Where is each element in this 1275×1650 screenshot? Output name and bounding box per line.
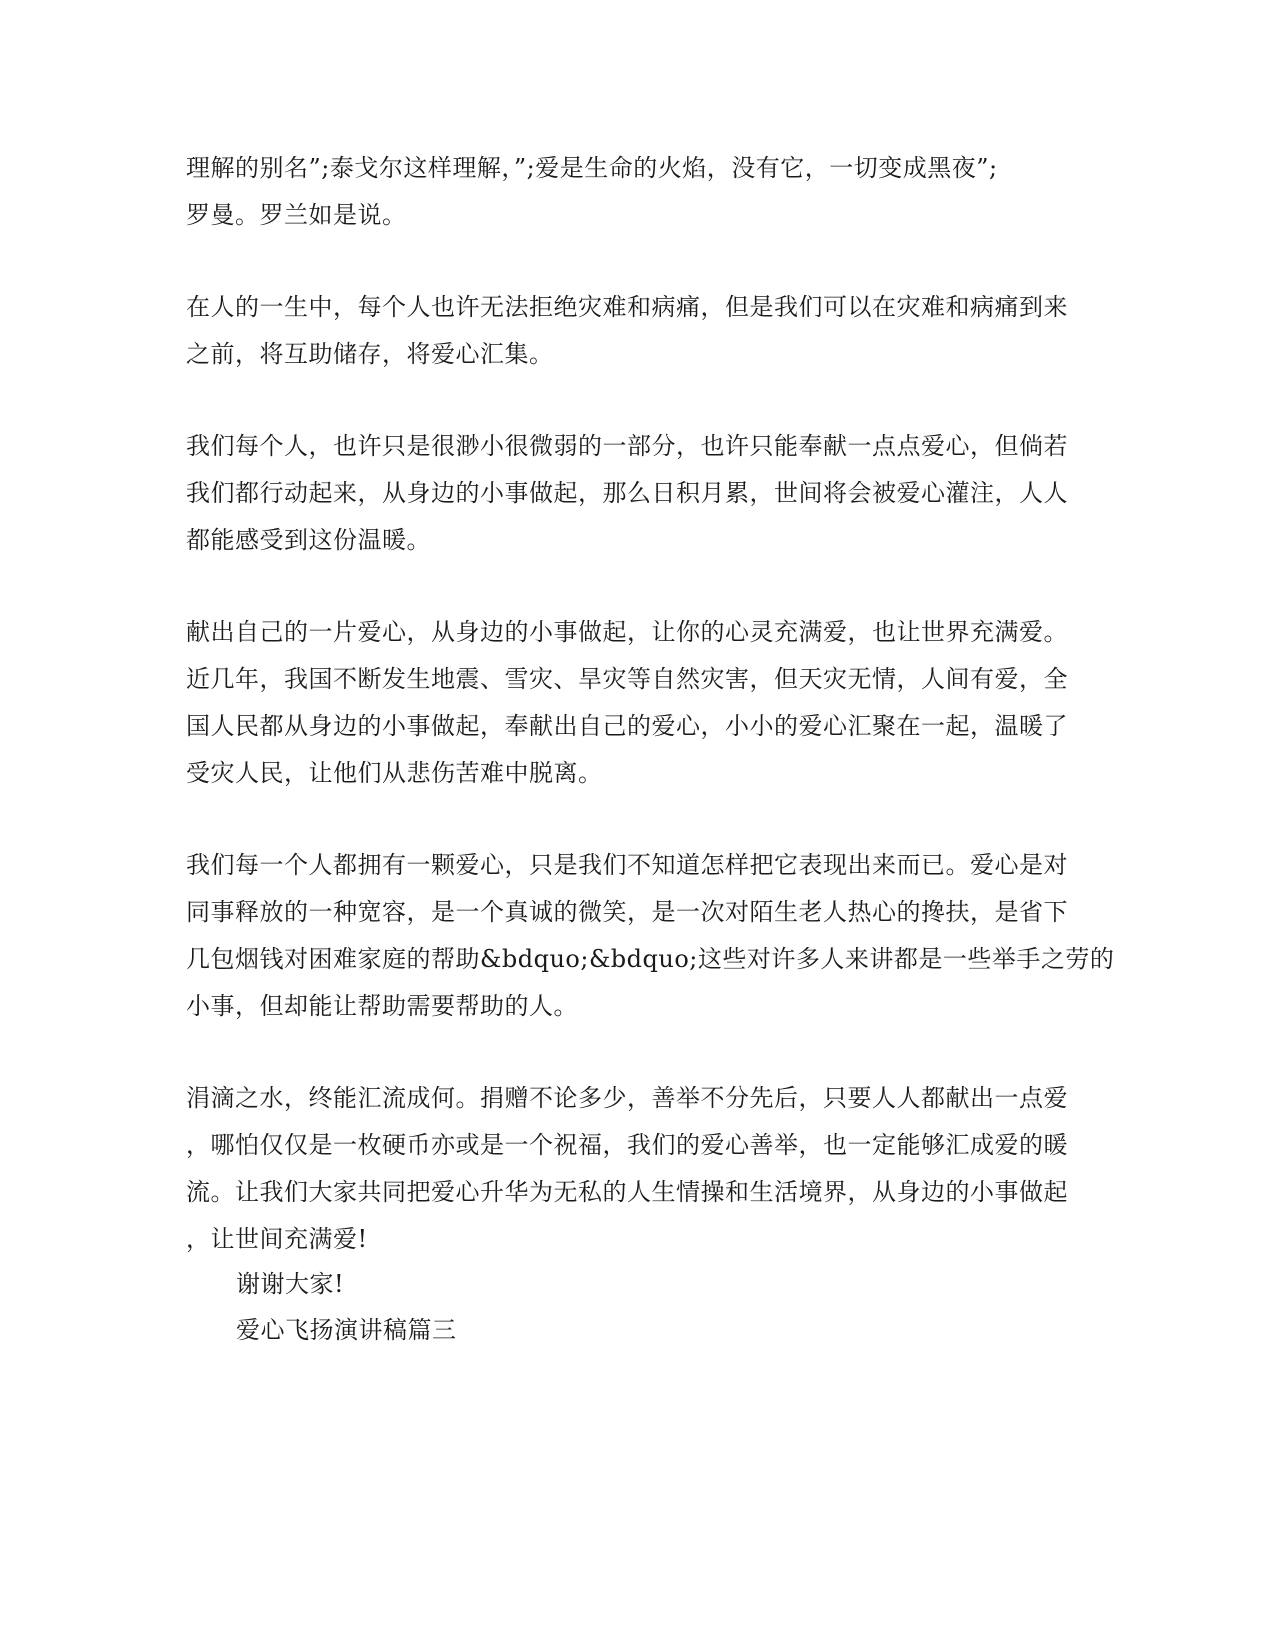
paragraph-5-line-2: 同事释放的一种宽容，是一个真诚的微笑，是一次对陌生老人热心的搀扶，是省下 [186, 898, 1068, 926]
paragraph-1-line-1: 理解的别名”;泰戈尔这样理解，”;爱是生命的火焰，没有它，一切变成黑夜”; [186, 154, 998, 182]
paragraph-2-line-2: 之前，将互助储存，将爱心汇集。 [186, 340, 554, 368]
paragraph-5-line-4: 小事，但却能让帮助需要帮助的人。 [186, 992, 578, 1020]
next-section-title: 爱心飞扬演讲稿篇三 [236, 1316, 457, 1344]
paragraph-4-line-4: 受灾人民，让他们从悲伤苦难中脱离。 [186, 759, 603, 787]
paragraph-5-line-1: 我们每一个人都拥有一颗爱心，只是我们不知道怎样把它表现出来而已。爱心是对 [186, 851, 1068, 879]
paragraph-3-line-3: 都能感受到这份温暖。 [186, 526, 431, 554]
closing-thanks: 谢谢大家! [236, 1270, 345, 1298]
paragraph-4-line-1: 献出自己的一片爱心，从身边的小事做起，让你的心灵充满爱，也让世界充满爱。 [186, 618, 1068, 646]
paragraph-6-line-2: ，哪怕仅仅是一枚硬币亦或是一个祝福，我们的爱心善举，也一定能够汇成爱的暖 [186, 1131, 1068, 1159]
paragraph-6-line-3: 流。让我们大家共同把爱心升华为无私的人生情操和生活境界，从身边的小事做起 [186, 1178, 1068, 1206]
paragraph-3-line-1: 我们每个人，也许只是很渺小很微弱的一部分，也许只能奉献一点点爱心，但倘若 [186, 432, 1068, 460]
paragraph-2-line-1: 在人的一生中，每个人也许无法拒绝灾难和病痛，但是我们可以在灾难和病痛到来 [186, 293, 1068, 321]
paragraph-4-line-3: 国人民都从身边的小事做起，奉献出自己的爱心，小小的爱心汇聚在一起，温暖了 [186, 712, 1068, 740]
paragraph-6-line-4: ，让世间充满爱! [186, 1225, 368, 1253]
paragraph-5-line-3: 几包烟钱对困难家庭的帮助&bdquo;&bdquo;这些对许多人来讲都是一些举手之劳的 [186, 945, 1115, 973]
paragraph-1-line-2: 罗曼。罗兰如是说。 [186, 201, 407, 229]
paragraph-3-line-2: 我们都行动起来，从身边的小事做起，那么日积月累，世间将会被爱心灌注，人人 [186, 479, 1068, 507]
paragraph-6-line-1: 涓滴之水，终能汇流成何。捐赠不论多少，善举不分先后，只要人人都献出一点爱 [186, 1084, 1068, 1112]
paragraph-4-line-2: 近几年，我国不断发生地震、雪灾、旱灾等自然灾害，但天灾无情，人间有爱，全 [186, 665, 1068, 693]
